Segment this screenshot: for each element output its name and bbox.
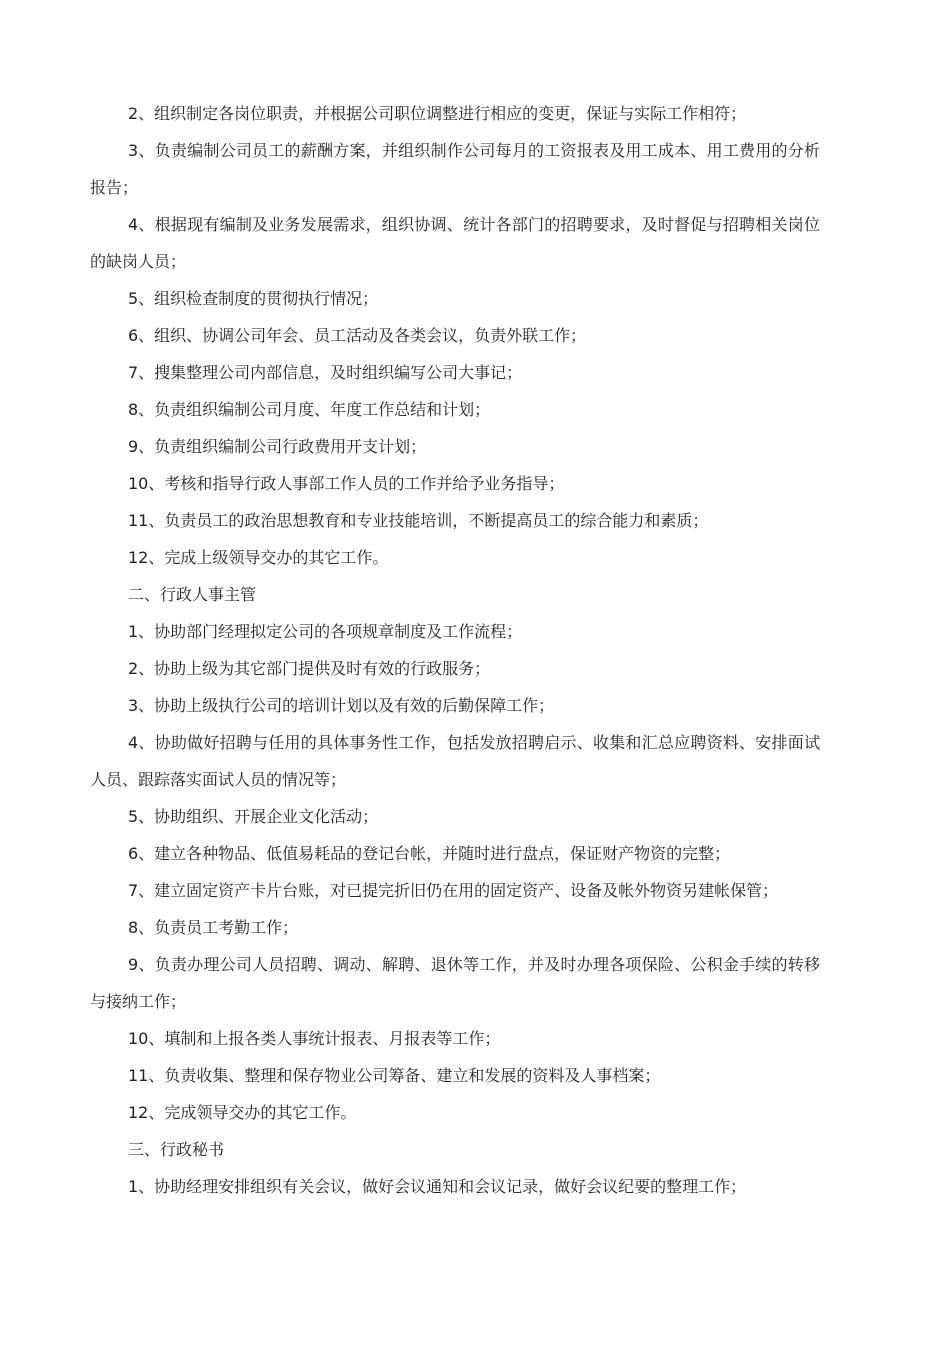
paragraph-duty-5: 5、组织检查制度的贯彻执行情况；: [128, 289, 379, 308]
paragraph-duty-4: 4、根据现有编制及业务发展需求，组织协调、统计各部门的招聘要求，及时督促与招聘相关岗位的缺岗人员；: [90, 215, 820, 271]
paragraph-supervisor-11: 11、负责收集、整理和保存物业公司筹备、建立和发展的资料及人事档案；: [128, 1066, 661, 1085]
paragraph-duty-12: 12、完成上级领导交办的其它工作。: [128, 548, 389, 567]
paragraph-supervisor-3: 3、协助上级执行公司的培训计划以及有效的后勤保障工作；: [128, 696, 555, 715]
paragraph-supervisor-12: 12、完成领导交办的其它工作。: [128, 1103, 357, 1122]
section-heading-admin-secretary: 三、行政秘书: [128, 1140, 225, 1159]
paragraph-duty-3: 3、负责编制公司员工的薪酬方案，并组织制作公司每月的工资报表及用工成本、用工费用的分析报告；: [90, 141, 820, 197]
paragraph-supervisor-9: 9、负责办理公司人员招聘、调动、解聘、退休等工作，并及时办理各项保险、公积金手续的转移与接纳工作；: [90, 955, 820, 1011]
paragraph-duty-11: 11、负责员工的政治思想教育和专业技能培训，不断提高员工的综合能力和素质；: [128, 511, 709, 530]
paragraph-supervisor-2: 2、协助上级为其它部门提供及时有效的行政服务；: [128, 659, 491, 678]
paragraph-supervisor-7: 7、建立固定资产卡片台账，对已提完折旧仍在用的固定资产、设备及帐外物资另建帐保管；: [128, 881, 779, 900]
paragraph-duty-9: 9、负责组织编制公司行政费用开支计划；: [128, 437, 427, 456]
paragraph-supervisor-6: 6、建立各种物品、低值易耗品的登记台帐，并随时进行盘点，保证财产物资的完整；: [128, 844, 731, 863]
paragraph-supervisor-8: 8、负责员工考勤工作；: [128, 918, 299, 937]
paragraph-supervisor-4: 4、协助做好招聘与任用的具体事务性工作，包括发放招聘启示、收集和汇总应聘资料、安排面试人员、跟踪落实面试人员的情况等；: [90, 733, 820, 789]
paragraph-secretary-1: 1、协助经理安排组织有关会议，做好会议通知和会议记录，做好会议纪要的整理工作；: [128, 1177, 747, 1196]
document-body: [90, 95, 820, 1205]
paragraph-duty-8: 8、负责组织编制公司月度、年度工作总结和计划；: [128, 400, 491, 419]
paragraph-supervisor-10: 10、填制和上报各类人事统计报表、月报表等工作；: [128, 1029, 501, 1048]
paragraph-duty-2: 2、组织制定各岗位职责，并根据公司职位调整进行相应的变更，保证与实际工作相符；: [128, 104, 747, 123]
section-heading-admin-hr-supervisor: 二、行政人事主管: [128, 585, 257, 604]
paragraph-supervisor-1: 1、协助部门经理拟定公司的各项规章制度及工作流程；: [128, 622, 523, 641]
paragraph-duty-6: 6、组织、协调公司年会、员工活动及各类会议，负责外联工作；: [128, 326, 587, 345]
paragraph-supervisor-5: 5、协助组织、开展企业文化活动；: [128, 807, 379, 826]
paragraph-duty-7: 7、搜集整理公司内部信息，及时组织编写公司大事记；: [128, 363, 523, 382]
paragraph-duty-10: 10、考核和指导行政人事部工作人员的工作并给予业务指导；: [128, 474, 565, 493]
